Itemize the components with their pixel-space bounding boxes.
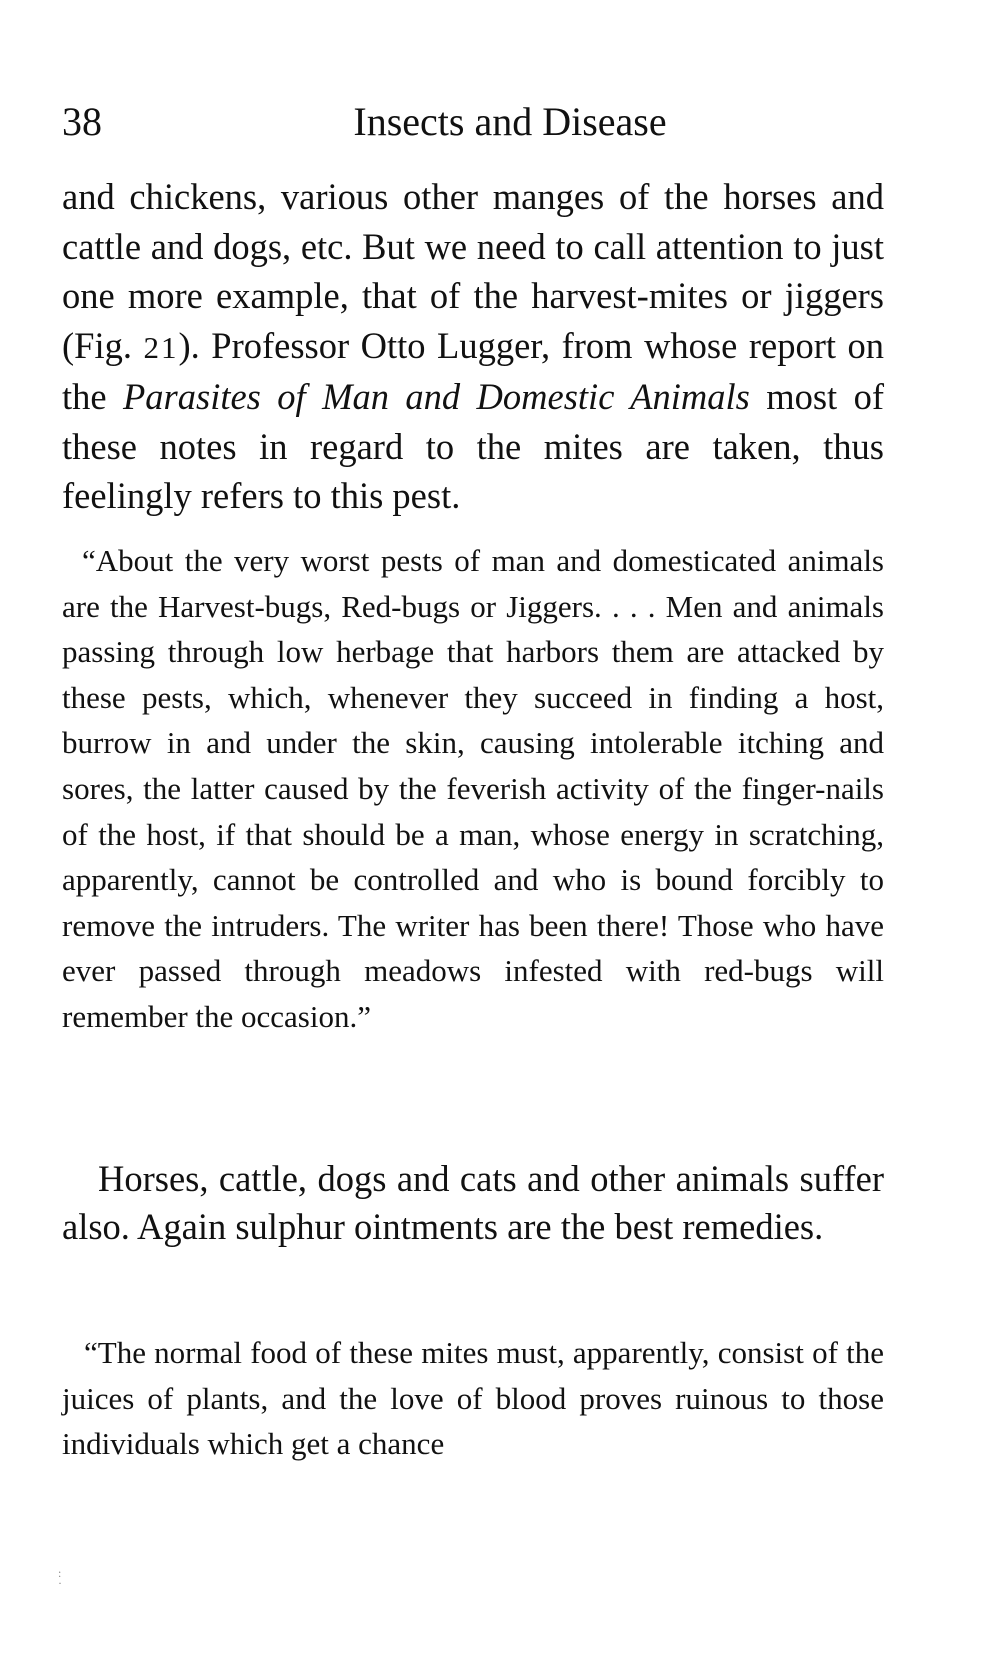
running-head: [62, 92, 938, 152]
page-number: 38: [62, 99, 102, 144]
margin-specks: : ·: [58, 1566, 62, 1590]
paragraph-harvest-mites: [62, 172, 884, 521]
paragraph-other-animals: Horses, cattle, dogs and cats and other animals suffer also. Again sulphur ointments are the best remedies.: [62, 1158, 884, 1247]
paragraph-1-text-a: and chickens, various other manges of the horses and cattle and dogs, etc. But we need to call attention to just one more example, that of the harvest-mites or jiggers (Fig.: [62, 176, 884, 366]
paragraph-1-text-c: most of these notes in regard to the mites are taken, thus feelingly refers to this pest.: [62, 376, 884, 516]
quotation-lugger: “About the very worst pests of man and domesticated animals are the Harvest-bugs, Red-bugs or Jiggers. . . . Men and animals passing through low herbage that harbors them are attacked by these pests, which, whenever they succeed in finding a host, burrow in and under the skin, causing intolerable itching and sores, the latter caused by the feverish activity of the finger-nails of the host, if that should be a man, whose energy in scratching, apparently, cannot be controlled and who is bound forcibly to remove the intruders. The writer has been there! Those who have ever passed through meadows infested with red-bugs will remember the occasion.”: [62, 543, 884, 1034]
quotation-normal-food: “The normal food of these mites must, apparently, consist of the juices of plants, and the love of blood proves ruinous to those individuals which get a chance: [62, 1335, 884, 1462]
report-title: Parasites of Man and Domestic Animals: [123, 376, 750, 417]
running-title: Insects and Disease: [353, 99, 667, 144]
figure-reference-number: 21: [143, 329, 179, 365]
paragraph-1-text-b: ). Professor Otto Lugger, from whose report on the: [62, 324, 884, 417]
